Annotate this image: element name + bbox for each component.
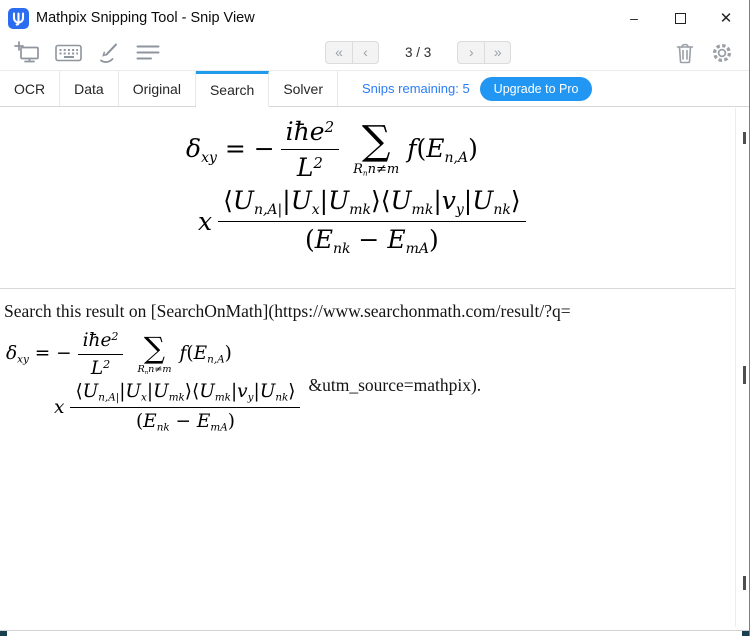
lines-button[interactable] bbox=[136, 44, 160, 62]
fraction: $\frac{\text{⟨Un,A||Ux|Umk⟩⟨Umk|vy|Unk⟩}}{\text{(Enk − EmA)}}$ bbox=[218, 186, 525, 257]
lines-icon bbox=[136, 44, 160, 62]
bottom-right-corner bbox=[742, 631, 749, 636]
settings-icon bbox=[711, 42, 733, 64]
prev-snip-button[interactable]: ‹ bbox=[352, 41, 379, 64]
summation: ∑ Rnn≠m bbox=[353, 117, 400, 178]
first-snip-button[interactable]: « bbox=[325, 41, 352, 64]
tab-ocr[interactable]: OCR bbox=[0, 71, 60, 106]
title-bar bbox=[0, 0, 749, 36]
snips-remaining-label: Snips remaining: 5 bbox=[362, 81, 470, 96]
maximize-button[interactable] bbox=[657, 0, 703, 36]
sigma-symbol: ∑ bbox=[143, 330, 166, 365]
window-title: Mathpix Snipping Tool - Snip View bbox=[36, 10, 255, 26]
maximize-icon bbox=[675, 13, 686, 24]
tab-bar bbox=[0, 70, 749, 107]
search-result-text-after: &utm_source=mathpix). bbox=[308, 375, 482, 396]
trash-icon bbox=[675, 42, 695, 64]
scrollbar-mark[interactable] bbox=[743, 132, 746, 144]
snip-navigation bbox=[325, 41, 511, 64]
new-snip-icon bbox=[14, 41, 41, 65]
tab-data[interactable]: Data bbox=[60, 71, 119, 106]
fraction: $\frac{iħe^2}{L^2}$ bbox=[78, 330, 124, 379]
draw-button[interactable] bbox=[96, 42, 122, 64]
formula-line-2: x $\frac{\text{⟨Un,A||Ux|Umk⟩⟨Umk|vy|Unk⟩}}{\text{(Enk − EmA)}}$ bbox=[198, 186, 749, 257]
bottom-left-corner bbox=[0, 631, 7, 636]
toolbar bbox=[0, 36, 749, 70]
scrollbar-mark[interactable] bbox=[743, 366, 746, 384]
tab-original[interactable]: Original bbox=[119, 71, 196, 106]
formula-line-1-small: δxy = − $\frac{iħe^2}{L^2}$ ∑ Rnn≠m f(En,A) bbox=[6, 330, 232, 380]
close-button[interactable] bbox=[703, 0, 749, 36]
snip-counter: 3 / 3 bbox=[405, 45, 432, 60]
summation: ∑ Rnn≠m bbox=[137, 330, 172, 376]
settings-button[interactable] bbox=[711, 42, 733, 64]
delete-snip-button[interactable] bbox=[675, 42, 695, 64]
last-snip-button[interactable]: » bbox=[484, 41, 511, 64]
fraction: $\frac{\text{⟨Un,A||Ux|Umk⟩⟨Umk|vy|Unk⟩}}{\text{(Enk − EmA)}}$ bbox=[70, 381, 300, 433]
upgrade-to-pro-button[interactable]: Upgrade to Pro bbox=[480, 77, 593, 101]
next-snip-button[interactable]: › bbox=[457, 41, 484, 64]
search-result-panel bbox=[0, 289, 749, 433]
minimize-button[interactable] bbox=[611, 0, 657, 36]
rendered-formula-panel bbox=[0, 107, 749, 288]
scrollbar-mark[interactable] bbox=[743, 576, 746, 590]
new-snip-button[interactable] bbox=[14, 41, 41, 65]
window-bottom-border bbox=[0, 630, 749, 631]
fraction: $\frac{iħe^2}{L^2}$ bbox=[281, 117, 339, 182]
mathpix-logo bbox=[8, 8, 29, 29]
draw-icon bbox=[96, 42, 122, 64]
formula-line-1: δxy = − $\frac{iħe^2}{L^2}$ ∑ Rnn≠m f(En,A) bbox=[186, 117, 478, 182]
tab-search[interactable]: Search bbox=[196, 71, 269, 107]
keyboard-button[interactable] bbox=[55, 43, 82, 63]
search-result-text-before: Search this result on [SearchOnMath](https://www.searchonmath.com/result/?q= bbox=[4, 301, 571, 321]
formula-line-2-small: x $\frac{\text{⟨Un,A||Ux|Umk⟩⟨Umk|vy|Unk⟩}}{\text{(Enk − EmA)}}$ bbox=[54, 381, 306, 433]
tab-solver[interactable]: Solver bbox=[269, 71, 338, 106]
close-icon: ✕ bbox=[719, 10, 733, 27]
minimize-icon: – bbox=[630, 10, 638, 26]
sigma-symbol: ∑ bbox=[361, 117, 391, 164]
keyboard-icon bbox=[55, 43, 82, 63]
